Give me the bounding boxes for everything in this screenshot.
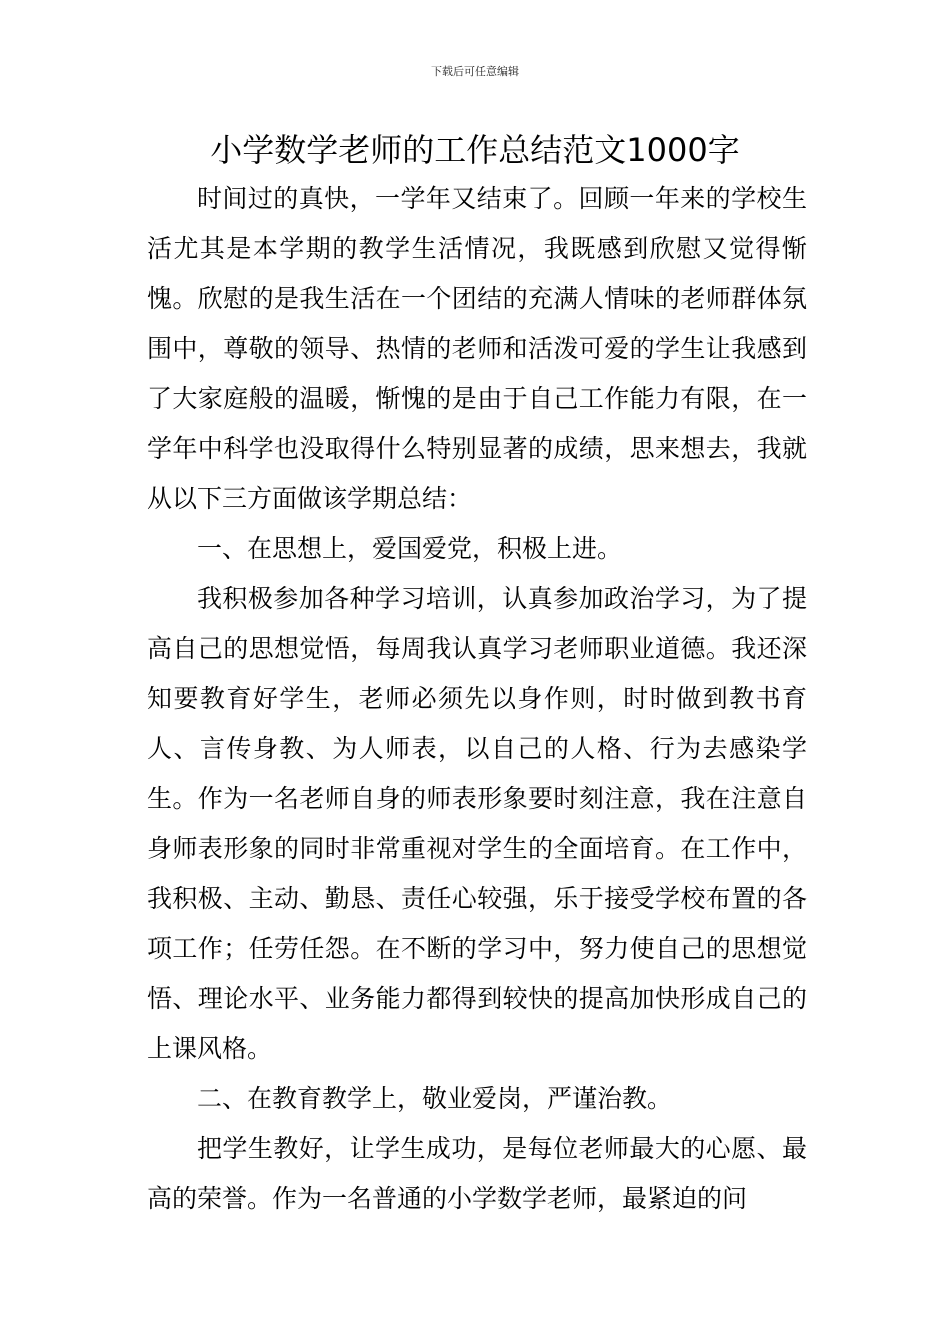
section-heading-1: 一、在思想上，爱国爱党，积极上进。 (197, 534, 623, 563)
section-heading-2: 二、在教育教学上，敬业爱岗，严谨治教。 (197, 1084, 673, 1113)
paragraph-section-2: 把学生教好，让学生成功，是每位老师最大的心愿、最高的荣誉。作为一名普通的小学数学老师，最紧迫的问 (147, 1134, 807, 1213)
document-title: 小学数学老师的工作总结范文1000字 (210, 131, 740, 169)
header-note: 下载后可任意编辑 (431, 65, 519, 78)
document-body (147, 174, 807, 1224)
paragraph-intro: 时间过的真快，一学年又结束了。回顾一年来的学校生活尤其是本学期的教学生活情况，我既感到欣慰又觉得惭愧。欣慰的是我生活在一个团结的充满人情味的老师群体氛围中，尊敬的领导、热情的老师和活泼可爱的学生让我感到了大家庭般的温暖，惭愧的是由于自己工作能力有限，在一学年中科学也没取得什么特别显著的成绩，思来想去，我就从以下三方面做该学期总结： (147, 184, 807, 513)
paragraph-section-1: 我积极参加各种学习培训，认真参加政治学习，为了提高自己的思想觉悟，每周我认真学习老师职业道德。我还深知要教育好学生，老师必须先以身作则，时时做到教书育人、言传身教、为人师表，以自己的人格、行为去感染学生。作为一名老师自身的师表形象要时刻注意，我在注意自身师表形象的同时非常重视对学生的全面培育。在工作中，我积极、主动、勤恳、责任心较强，乐于接受学校布置的各项工作；任劳任怨。在不断的学习中，努力使自己的思想觉悟、理论水平、业务能力都得到较快的提高加快形成自己的上课风格。 (147, 584, 807, 1063)
